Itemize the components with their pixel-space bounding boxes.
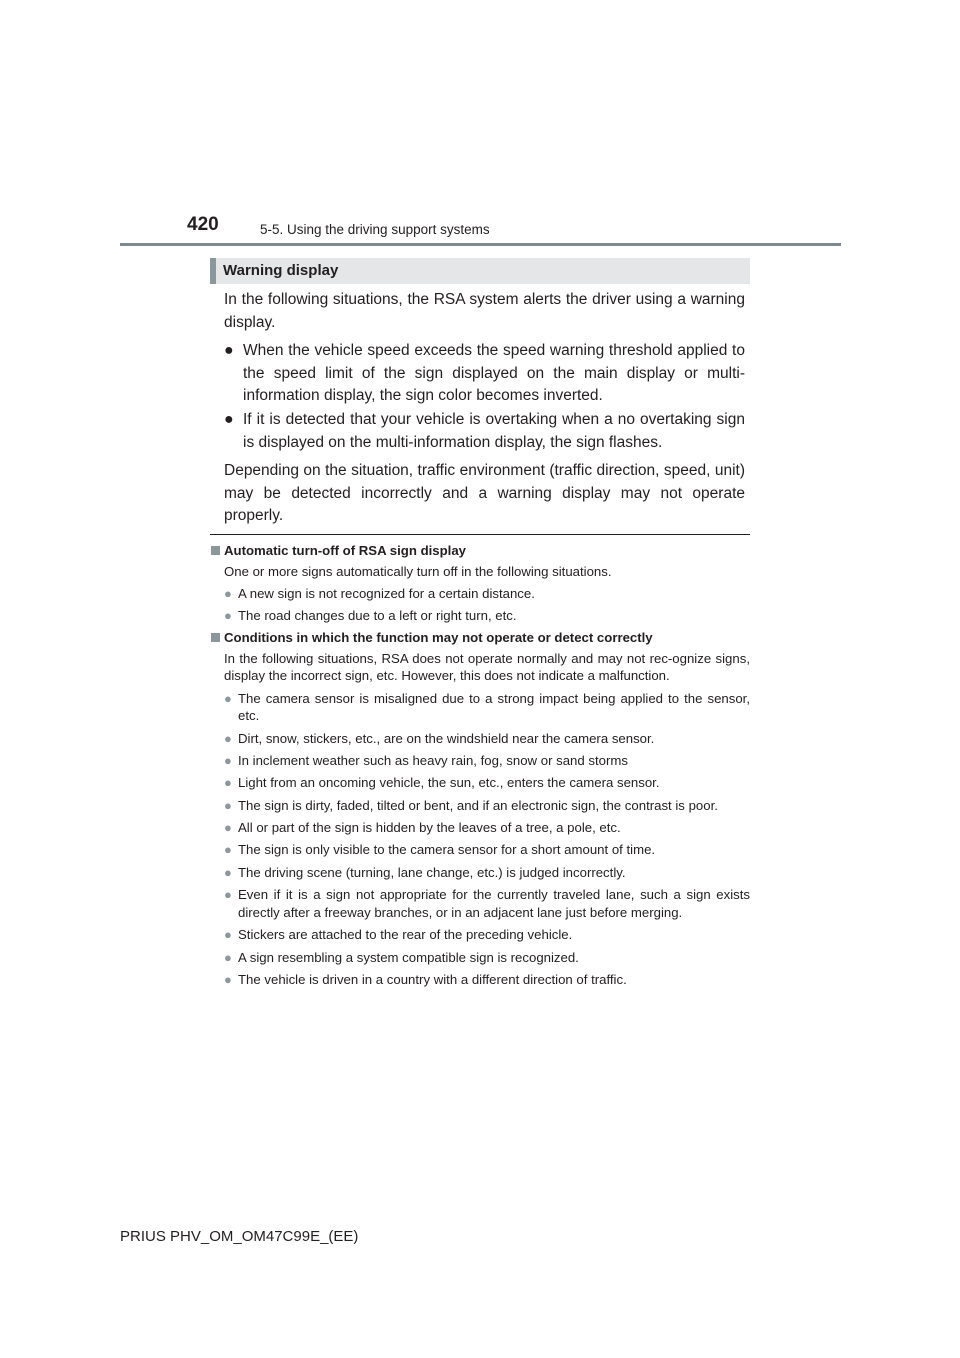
warning-intro: In the following situations, the RSA system alerts the driver using a warning display. — [224, 291, 745, 331]
warning-bullet — [224, 409, 745, 454]
document-code: PRIUS PHV_OM_OM47C99E_(EE) — [120, 1228, 359, 1245]
warning-display-body — [224, 289, 745, 528]
note-bullet — [211, 752, 750, 770]
warning-display-heading-box — [210, 258, 750, 284]
note-heading-conditions — [211, 629, 750, 647]
note-bullet — [211, 690, 750, 725]
note-intro: In the following situations, RSA does not operate normally and may not rec-ognize signs, display the incorrect sign, etc. However, this does not indicate a malfunction. — [224, 650, 750, 684]
note-bullet-text: The vehicle is driven in a country with a different direction of traffic. — [238, 972, 627, 988]
note-bullet-text: Dirt, snow, stickers, etc., are on the windshield near the camera sensor. — [238, 730, 655, 746]
bullet-dot-icon: ● — [224, 797, 232, 813]
bullet-dot-icon: ● — [224, 864, 232, 880]
bullet-dot-icon: ● — [224, 730, 232, 746]
note-heading-text: Conditions in which the function may not operate or detect correctly — [224, 629, 653, 645]
note-bullet — [211, 607, 750, 625]
notes-divider — [210, 534, 750, 535]
bullet-dot-icon: ● — [224, 972, 232, 988]
note-bullet-text: The sign is only visible to the camera sensor for a short amount of time. — [238, 842, 656, 858]
note-bullet-text: A new sign is not recognized for a certain distance. — [238, 585, 535, 601]
note-bullet — [211, 797, 750, 815]
page-number: 420 — [187, 214, 219, 235]
warning-bullet — [224, 340, 745, 408]
note-bullet-text: The sign is dirty, faded, tilted or bent, and if an electronic sign, the contrast is poor. — [238, 797, 718, 813]
note-bullet — [211, 841, 750, 859]
note-bullet-text: The driving scene (turning, lane change, etc.) is judged incorrectly. — [238, 864, 626, 880]
bullet-dot-icon: ● — [224, 842, 232, 858]
note-bullet-text: In inclement weather such as heavy rain, fog, snow or sand storms — [238, 752, 628, 768]
note-bullet-text: The road changes due to a left or right turn, etc. — [238, 608, 517, 624]
note-bullet — [211, 926, 750, 944]
note-bullet-text: A sign resembling a system compatible sign is recognized. — [238, 949, 579, 965]
notes-section — [211, 540, 750, 989]
bullet-dot-icon: ● — [224, 820, 232, 836]
note-heading-text: Automatic turn-off of RSA sign display — [224, 543, 467, 558]
note-bullet — [211, 949, 750, 967]
bullet-dot-icon: ● — [224, 752, 232, 768]
bullet-dot-icon: ● — [224, 410, 234, 428]
bullet-dot-icon: ● — [224, 927, 232, 943]
note-bullet-text: All or part of the sign is hidden by the leaves of a tree, a pole, etc. — [238, 820, 621, 836]
note-bullet — [211, 819, 750, 837]
note-bullet — [211, 886, 750, 921]
section-title: 5-5. Using the driving support systems — [260, 222, 490, 237]
note-bullet-text: Light from an oncoming vehicle, the sun, etc., enters the camera sensor. — [238, 775, 660, 791]
warning-bullet-text: If it is detected that your vehicle is overtaking when a no overtaking sign is displayed on the multi-information display, the sign flashes. — [243, 410, 745, 451]
note-heading-auto-off — [211, 542, 750, 560]
bullet-dot-icon: ● — [224, 608, 232, 624]
heading-accent-bar — [210, 258, 216, 284]
note-bullet-text: Stickers are attached to the rear of the preceding vehicle. — [238, 927, 573, 943]
bullet-dot-icon: ● — [224, 775, 232, 791]
bullet-dot-icon: ● — [224, 887, 232, 903]
note-bullet — [211, 774, 750, 792]
note-bullet — [211, 585, 750, 603]
bullet-dot-icon: ● — [224, 342, 234, 360]
note-intro: One or more signs automatically turn off in the following situations. — [224, 563, 612, 579]
note-bullet — [211, 864, 750, 882]
note-bullet — [211, 730, 750, 748]
header-divider — [120, 243, 841, 246]
note-bullet-text: The camera sensor is misaligned due to a strong impact being applied to the sensor, etc. — [238, 690, 750, 724]
warning-display-heading: Warning display — [223, 262, 339, 279]
note-bullet — [211, 971, 750, 989]
note-bullet-text: Even if it is a sign not appropriate for the currently traveled lane, such a sign exists directly after a freeway branches, or in an adjacent lane just before merging. — [238, 887, 750, 920]
bullet-dot-icon: ● — [224, 585, 232, 601]
warning-bullet-text: When the vehicle speed exceeds the speed warning threshold applied to the speed limit of the sign displayed on the main display or multi-information display, the sign color becomes inverted. — [243, 342, 745, 405]
square-marker-icon — [211, 546, 220, 555]
warning-outro: Depending on the situation, traffic environment (traffic direction, speed, unit) may be detected incorrectly and a warning display may not operate properly. — [224, 462, 745, 525]
bullet-dot-icon: ● — [224, 949, 232, 965]
bullet-dot-icon: ● — [224, 690, 232, 706]
square-marker-icon — [211, 633, 220, 642]
